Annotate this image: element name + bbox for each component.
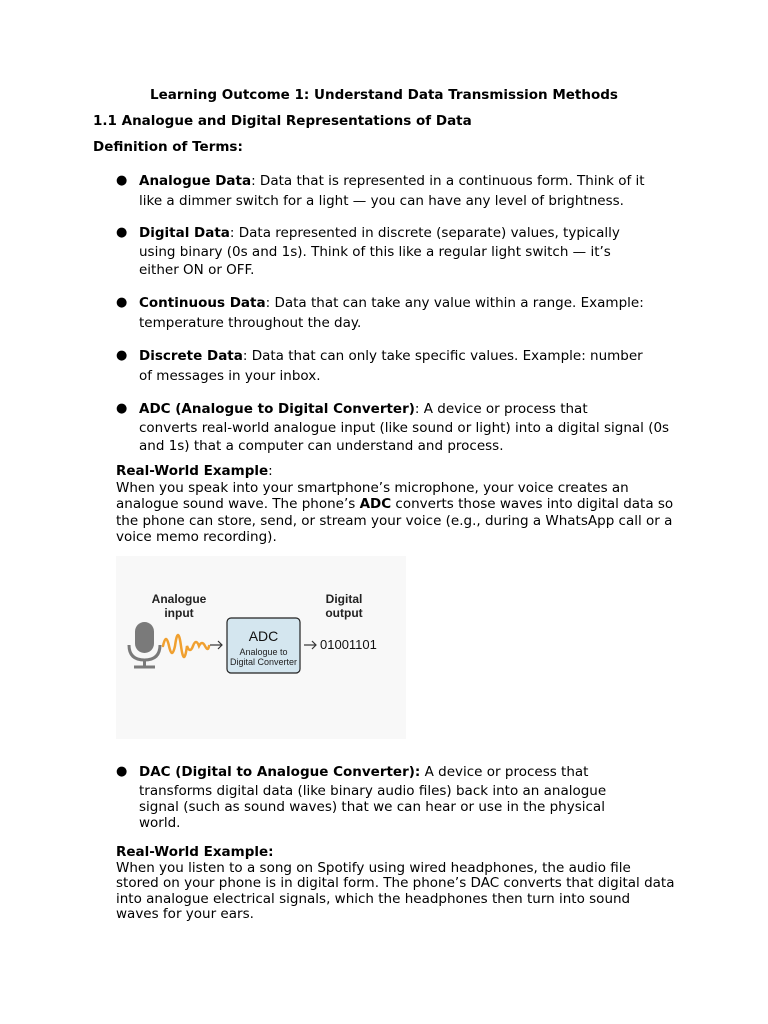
definition-term: Analogue Data [139, 173, 252, 189]
input-label: Analogue [151, 592, 207, 606]
example-text: When you speak into your smartphone’s microphone, your voice creates an analogue sound wave. The phone’s [116, 479, 629, 512]
input-label: input [164, 606, 194, 620]
definition-text-cont: using binary (0s and 1s). Think of this like a regular light switch — it’s either ON or OFF. [139, 244, 611, 278]
adc-box-subtitle: Digital Converter [229, 657, 298, 667]
example-label: Real-World Example [116, 463, 269, 479]
example-label-suffix: : [268, 463, 273, 479]
definition-item [116, 223, 676, 279]
adc-box-subtitle: Analogue to [239, 647, 288, 657]
section-heading: 1.1 Analogue and Digital Representations of Data [93, 113, 472, 129]
definition-item [116, 346, 676, 386]
definition-item [116, 293, 676, 333]
output-label: Digital [325, 592, 363, 606]
arrow-icon [210, 641, 222, 649]
bullet-icon: ● [116, 401, 128, 416]
real-world-example [116, 845, 676, 923]
microphone-icon [129, 622, 160, 667]
sound-wave-icon [163, 635, 209, 657]
adc-box-title: ADC [248, 628, 279, 644]
bullet-icon: ● [116, 173, 128, 188]
arrow-icon [304, 641, 316, 649]
definition-text: : Data that can take any value within a range. Example: [265, 295, 644, 311]
example-text: When you listen to a song on Spotify using wired headphones, the audio file stored on your phone is in digital form. The phone’s DAC converts that digital data into analogue electrical signals, which the headphones then turn into sound waves for your ears. [116, 859, 675, 922]
definition-term: Digital Data [139, 225, 230, 241]
definition-text-cont: like a dimmer switch for a light — you can have any level of brightness. [139, 193, 624, 209]
definition-text: : Data represented in discrete (separate) values, typically [229, 225, 620, 241]
definition-text: A device or process that [420, 764, 589, 780]
example-bold-term: ADC [359, 496, 392, 512]
definition-term: ADC (Analogue to Digital Converter) [139, 401, 415, 417]
example-label: Real-World Example: [116, 844, 274, 860]
definition-term: Discrete Data [139, 348, 243, 364]
definition-text-cont: transforms digital data (like binary audio files) back into an analogue signal (such as sound waves) that we can hear or use in the physical world. [139, 783, 607, 831]
page-title: Learning Outcome 1: Understand Data Transmission Methods [150, 87, 618, 103]
adc-diagram [116, 556, 406, 739]
real-world-example [116, 463, 676, 546]
definition-text-cont: converts real-world analogue input (like sound or light) into a digital signal (0s and 1s) that a computer can understand and process. [139, 420, 670, 454]
definition-text-cont: of messages in your inbox. [139, 368, 321, 384]
definition-text: : Data that is represented in a continuous form. Think of it [251, 173, 645, 189]
definition-text: : Data that can only take specific values. Example: number [242, 348, 643, 364]
definition-text: : A device or process that [414, 401, 588, 417]
definition-item [116, 171, 676, 211]
definition-text-cont: temperature throughout the day. [139, 315, 362, 331]
digital-output-value: 01001101 [320, 637, 377, 652]
bullet-icon: ● [116, 348, 128, 363]
example-text-cont: converts those waves into digital data so the phone can store, send, or stream your voice (e.g., during a WhatsApp call or a voice memo recording). [116, 496, 674, 545]
definition-term: Continuous Data [139, 295, 266, 311]
bullet-icon: ● [116, 295, 128, 310]
definition-term: DAC (Digital to Analogue Converter): [139, 764, 421, 780]
bullet-icon: ● [116, 764, 128, 779]
definition-item [116, 762, 676, 831]
definitions-heading: Definition of Terms: [93, 139, 243, 155]
output-label: output [325, 606, 363, 620]
definition-item [116, 399, 676, 455]
bullet-icon: ● [116, 225, 128, 240]
